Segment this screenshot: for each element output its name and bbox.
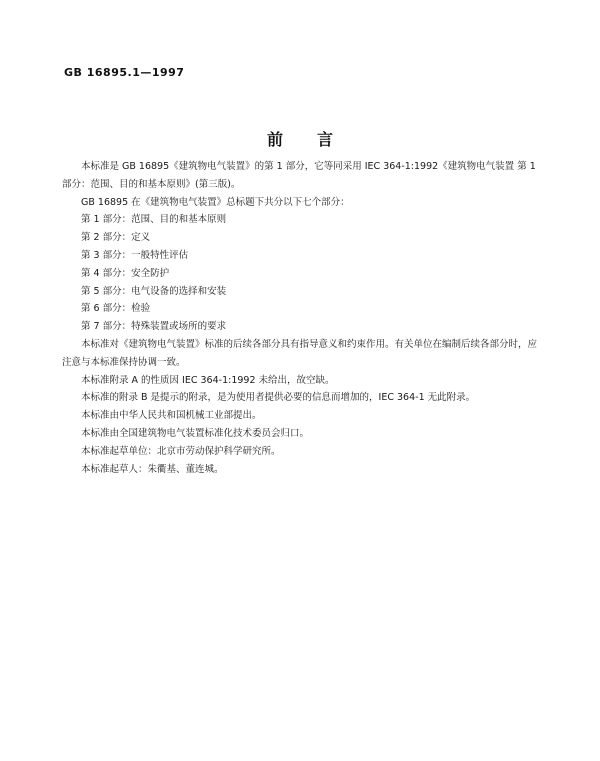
page-title: 前言: [266, 130, 367, 149]
list-item: 第 5 部分：电气设备的选择和安装: [81, 285, 227, 297]
paragraph: 本标准由中华人民共和国机械工业部提出。: [81, 410, 262, 422]
paragraph: 本标准是 GB 16895《建筑物电气装置》的第 1 部分，它等同采用 IEC 364-1:1992《建筑物电气装置 第 1 部分：范围、目的和基本原则》(第三版)。: [62, 161, 536, 190]
paragraph: 本标准由全国建筑物电气装置标准化技术委员会归口。: [81, 427, 310, 439]
list-item: 第 4 部分：安全防护: [81, 267, 170, 279]
paragraph: 本标准起草人：朱衢基、董连城。: [81, 463, 224, 475]
list-item: 第 2 部分：定义: [81, 232, 151, 244]
paragraph: 本标准起草单位：北京市劳动保护科学研究所。: [81, 445, 281, 457]
paragraph: 本标准对《建筑物电气装置》标准的后续各部分具有指导意义和约束作用。有关单位在编制后续各部分时，应注意与本标准保持协调一致。: [62, 338, 538, 368]
paragraph: 本标准附录 A 的性质因 IEC 364-1:1992 未给出，故空缺。: [81, 374, 335, 386]
standard-number: GB 16895.1—1997: [64, 66, 185, 79]
list-item: 第 1 部分：范围、目的和基本原则: [81, 214, 227, 226]
paragraph: GB 16895 在《建筑物电气装置》总标题下共分以下七个部分：: [81, 196, 350, 208]
list-item: 第 3 部分：一般特性评估: [81, 249, 189, 261]
list-item: 第 6 部分：检验: [81, 303, 151, 315]
foreword-body: [62, 158, 540, 478]
list-item: 第 7 部分：特殊装置或场所的要求: [81, 321, 227, 333]
paragraph: 本标准的附录 B 是提示的附录，是为使用者提供必要的信息而增加的，IEC 364-1 无此附录。: [81, 392, 476, 404]
